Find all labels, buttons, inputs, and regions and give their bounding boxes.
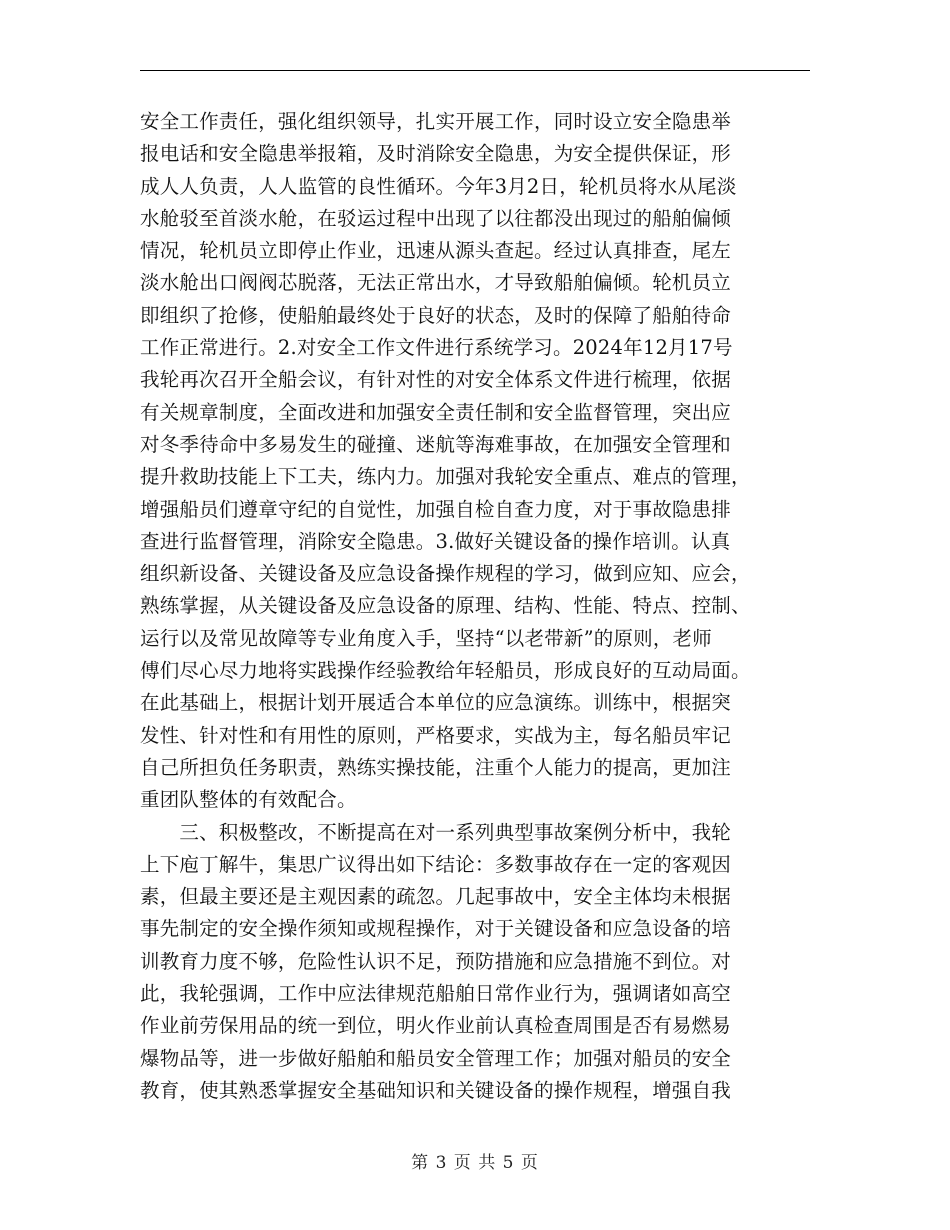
- text-line: 有关规章制度，全面改进和加强安全责任制和安全监督管理，突出应: [140, 400, 732, 424]
- paragraph-1: [140, 106, 814, 817]
- header-rule: [140, 70, 810, 71]
- text-line: 安全工作责任，强化组织领导，扎实开展工作，同时设立安全隐患举: [140, 110, 732, 133]
- text-line: 即组织了抢修，使船舶最终处于良好的状态，及时的保障了船舶待命: [140, 303, 732, 327]
- text-line: 训教育力度不够，危险性认识不足，预防措施和应急措施不到位。对: [140, 949, 732, 973]
- text-line: 作业前劳保用品的统一到位，明火作业前认真检查周围是否有易燃易: [140, 1014, 732, 1038]
- text-line: 成人人负责，人人监管的良性循环。今年3月2日，轮机员将水从尾淡: [140, 174, 737, 198]
- paragraph-2: [140, 817, 814, 1108]
- text-line: 提升救助技能上下工夫，练内力。加强对我轮安全重点、难点的管理，: [140, 465, 751, 489]
- text-line: 对冬季待命中多易发生的碰撞、迷航等海难事故，在加强安全管理和: [140, 432, 732, 456]
- text-line: 运行以及常见故障等专业角度入手，坚持“以老带新”的原则，老师: [140, 626, 712, 650]
- text-line: 工作正常进行。2.对安全工作文件进行系统学习。2024年12月17号: [140, 336, 733, 360]
- text-line: 事先制定的安全操作须知或规程操作，对于关键设备和应急设备的培: [140, 917, 732, 941]
- text-line: 三、积极整改，不断提高在对一系列典型事故案例分析中，我轮: [140, 820, 732, 844]
- text-line: 发性、针对性和有用性的原则，严格要求，实战为主，每名船员牢记: [140, 723, 732, 747]
- text-line: 熟练掌握，从关键设备及应急设备的原理、结构、性能、特点、控制、: [140, 594, 751, 618]
- text-line: 上下庖丁解牛，集思广议得出如下结论：多数事故存在一定的客观因: [140, 852, 732, 876]
- text-line: 增强船员们遵章守纪的自觉性，加强自检自查力度，对于事故隐患排: [140, 497, 732, 521]
- text-line: 重团队整体的有效配合。: [140, 788, 357, 812]
- text-line: 淡水舱出口阀阀芯脱落，无法正常出水，才导致船舶偏倾。轮机员立: [140, 271, 732, 295]
- text-line: 此，我轮强调，工作中应法律规范船舶日常作业行为，强调诸如高空: [140, 982, 732, 1006]
- text-line: 我轮再次召开全船会议，有针对性的对安全体系文件进行梳理，依据: [140, 368, 732, 392]
- text-line: 组织新设备、关键设备及应急设备操作规程的学习，做到应知、应会，: [140, 562, 751, 586]
- text-line: 教育，使其熟悉掌握安全基础知识和关键设备的操作规程，增强自我: [140, 1078, 732, 1102]
- text-line: 爆物品等，进一步做好船舶和船员安全管理工作；加强对船员的安全: [140, 1046, 732, 1070]
- document-body: [140, 106, 814, 1107]
- text-line: 查进行监督管理，消除安全隐患。3.做好关键设备的操作培训。认真: [140, 529, 731, 553]
- text-line: 自己所担负任务职责，熟练实操技能，注重个人能力的提高，更加注: [140, 755, 732, 779]
- text-line: 在此基础上，根据计划开展适合本单位的应急演练。训练中，根据突: [140, 691, 732, 715]
- text-line: 傅们尽心尽力地将实践操作经验教给年轻船员，形成良好的互动局面。: [140, 659, 751, 683]
- text-line: 情况，轮机员立即停止作业，迅速从源头查起。经过认真排查，尾左: [140, 239, 732, 263]
- text-line: 素，但最主要还是主观因素的疏忽。几起事故中，安全主体均未根据: [140, 885, 732, 909]
- page-number-footer: 第 3 页 共 5 页: [411, 1153, 539, 1173]
- text-line: 水舱驳至首淡水舱，在驳运过程中出现了以往都没出现过的船舶偏倾: [140, 206, 732, 230]
- text-line: 报电话和安全隐患举报箱，及时消除安全隐患，为安全提供保证，形: [140, 142, 732, 166]
